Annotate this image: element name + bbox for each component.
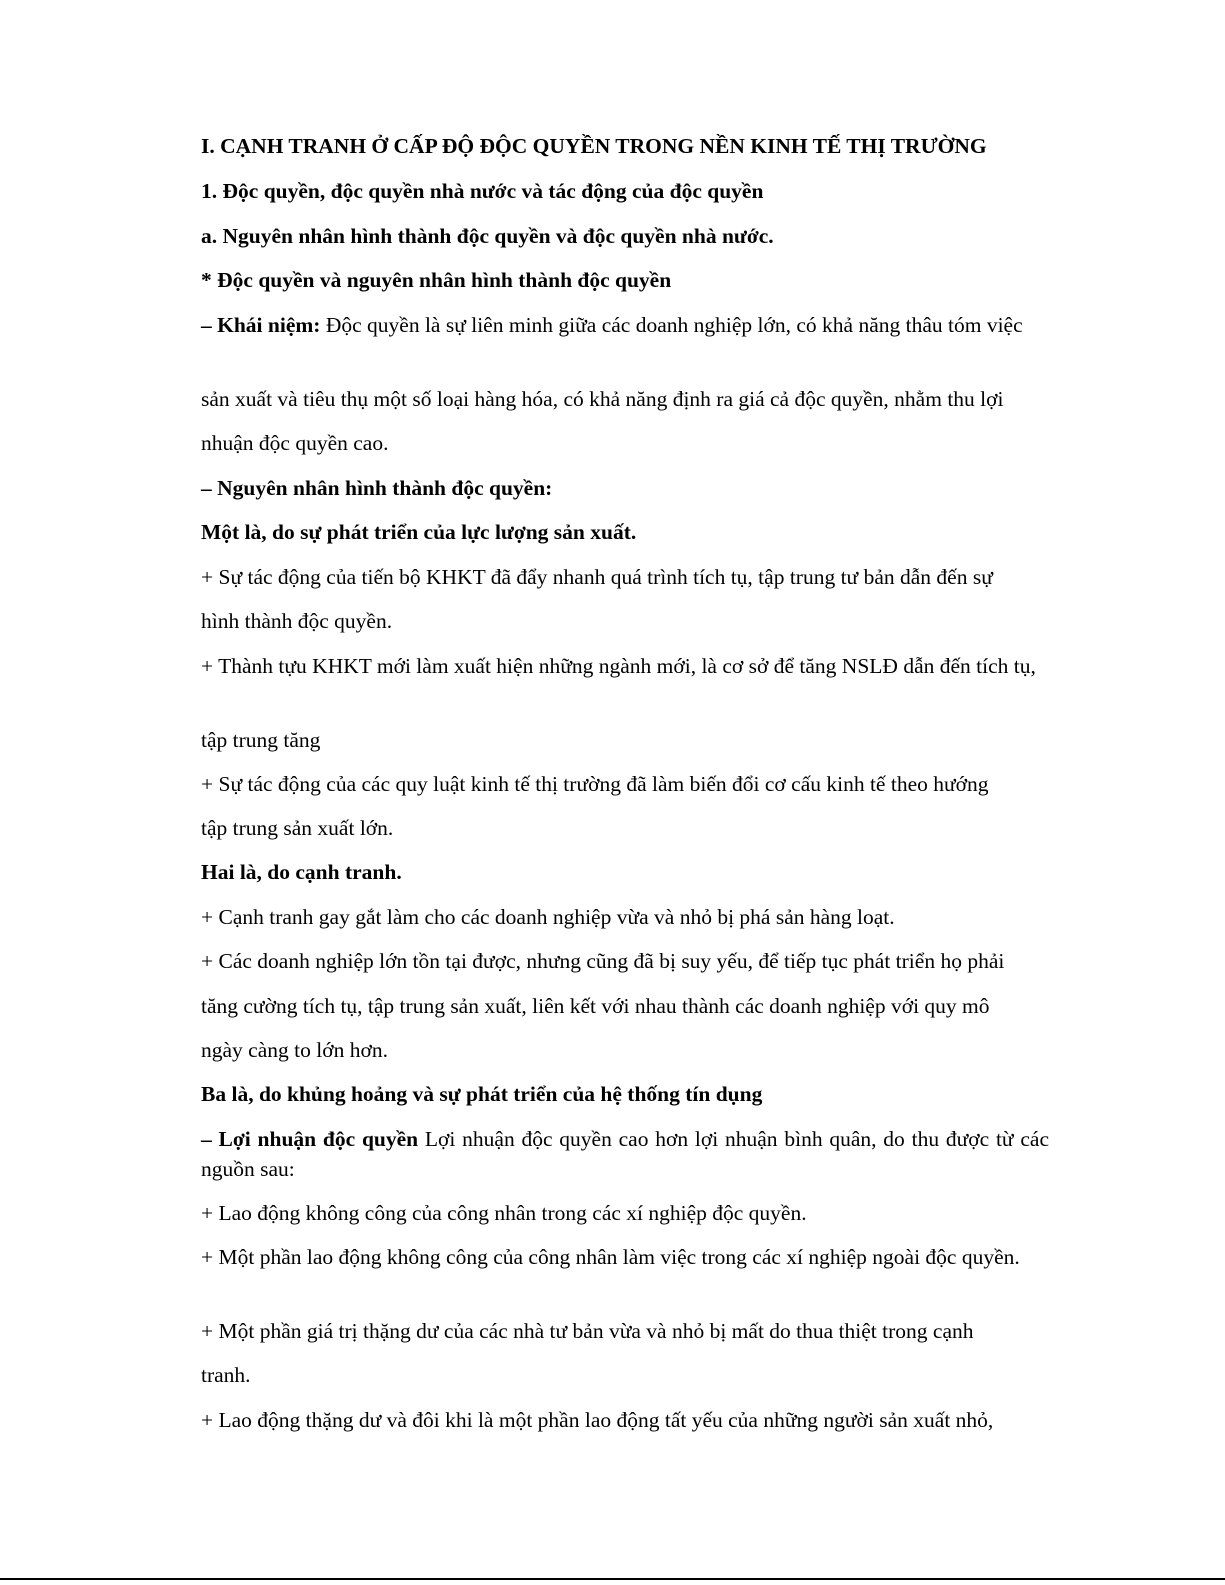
- cause-2-point-2-line-2: tăng cường tích tụ, tập trung sản xuất, liên kết với nhau thành các doanh nghiệp với quy mô: [201, 994, 990, 1018]
- cause-1-title: Một là, do sự phát triển của lực lượng sản xuất.: [201, 520, 637, 544]
- cause-2-point-1: + Cạnh tranh gay gắt làm cho các doanh nghiệp vừa và nhỏ bị phá sản hàng loạt.: [201, 905, 895, 929]
- profit-point-3-line-1: + Một phần giá trị thặng dư của các nhà tư bản vừa và nhỏ bị mất do thua thiệt trong cạnh: [201, 1319, 974, 1343]
- causes-title: – Nguyên nhân hình thành độc quyền:: [201, 476, 553, 500]
- concept-line-3: nhuận độc quyền cao.: [201, 431, 389, 455]
- heading-star: * Độc quyền và nguyên nhân hình thành độc quyền: [201, 268, 672, 292]
- concept-line-2: sản xuất và tiêu thụ một số loại hàng hóa, có khả năng định ra giá cả độc quyền, nhằm thu lợi: [201, 387, 1004, 411]
- cause-3-title: Ba là, do khủng hoảng và sự phát triển của hệ thống tín dụng: [201, 1082, 763, 1106]
- profit-point-3-line-2: tranh.: [201, 1363, 251, 1387]
- cause-2-point-2-line-3: ngày càng to lớn hơn.: [201, 1038, 388, 1062]
- profit-point-4: + Lao động thặng dư và đôi khi là một phần lao động tất yếu của những người sản xuất nhỏ,: [201, 1408, 994, 1432]
- bottom-border: [0, 1578, 1225, 1580]
- cause-1-point-1-line-1: + Sự tác động của tiến bộ KHKT đã đẩy nhanh quá trình tích tụ, tập trung tư bản dẫn đến sự: [201, 565, 993, 589]
- heading-section-1: 1. Độc quyền, độc quyền nhà nước và tác động của độc quyền: [201, 179, 764, 203]
- profit-point-2: + Một phần lao động không công của công nhân làm việc trong các xí nghiệp ngoài độc quyền.: [201, 1245, 1020, 1269]
- cause-2-point-2-line-1: + Các doanh nghiệp lớn tồn tại được, nhưng cũng đã bị suy yếu, để tiếp tục phát triển họ phải: [201, 949, 1005, 973]
- cause-1-point-2-line-2: tập trung tăng: [201, 728, 321, 752]
- profit-label: – Lợi nhuận độc quyền: [201, 1127, 419, 1151]
- concept-label: – Khái niệm:: [201, 313, 321, 337]
- heading-subsection-a: a. Nguyên nhân hình thành độc quyền và độc quyền nhà nước.: [201, 224, 774, 248]
- profit-paragraph: [201, 1124, 1049, 1184]
- profit-point-1: + Lao động không công của công nhân trong các xí nghiệp độc quyền.: [201, 1201, 807, 1225]
- cause-1-point-3-line-2: tập trung sản xuất lớn.: [201, 816, 394, 840]
- concept-text: Độc quyền là sự liên minh giữa các doanh nghiệp lớn, có khả năng thâu tóm việc: [320, 313, 1023, 337]
- profit-text: Lợi nhuận độc quyền cao hơn lợi nhuận bình quân, do thu được từ các nguồn sau:: [201, 1127, 1049, 1181]
- cause-2-title: Hai là, do cạnh tranh.: [201, 860, 402, 884]
- heading-main: I. CẠNH TRANH Ở CẤP ĐỘ ĐỘC QUYỀN TRONG NỀN KINH TẾ THỊ TRƯỜNG: [201, 134, 987, 158]
- concept-paragraph: [201, 310, 1049, 340]
- cause-1-point-3-line-1: + Sự tác động của các quy luật kinh tế thị trường đã làm biến đổi cơ cấu kinh tế theo hướng: [201, 772, 989, 796]
- cause-1-point-2-line-1: + Thành tựu KHKT mới làm xuất hiện những ngành mới, là cơ sở để tăng NSLĐ dẫn đến tích tụ,: [201, 654, 1036, 678]
- cause-1-point-1-line-2: hình thành độc quyền.: [201, 609, 393, 633]
